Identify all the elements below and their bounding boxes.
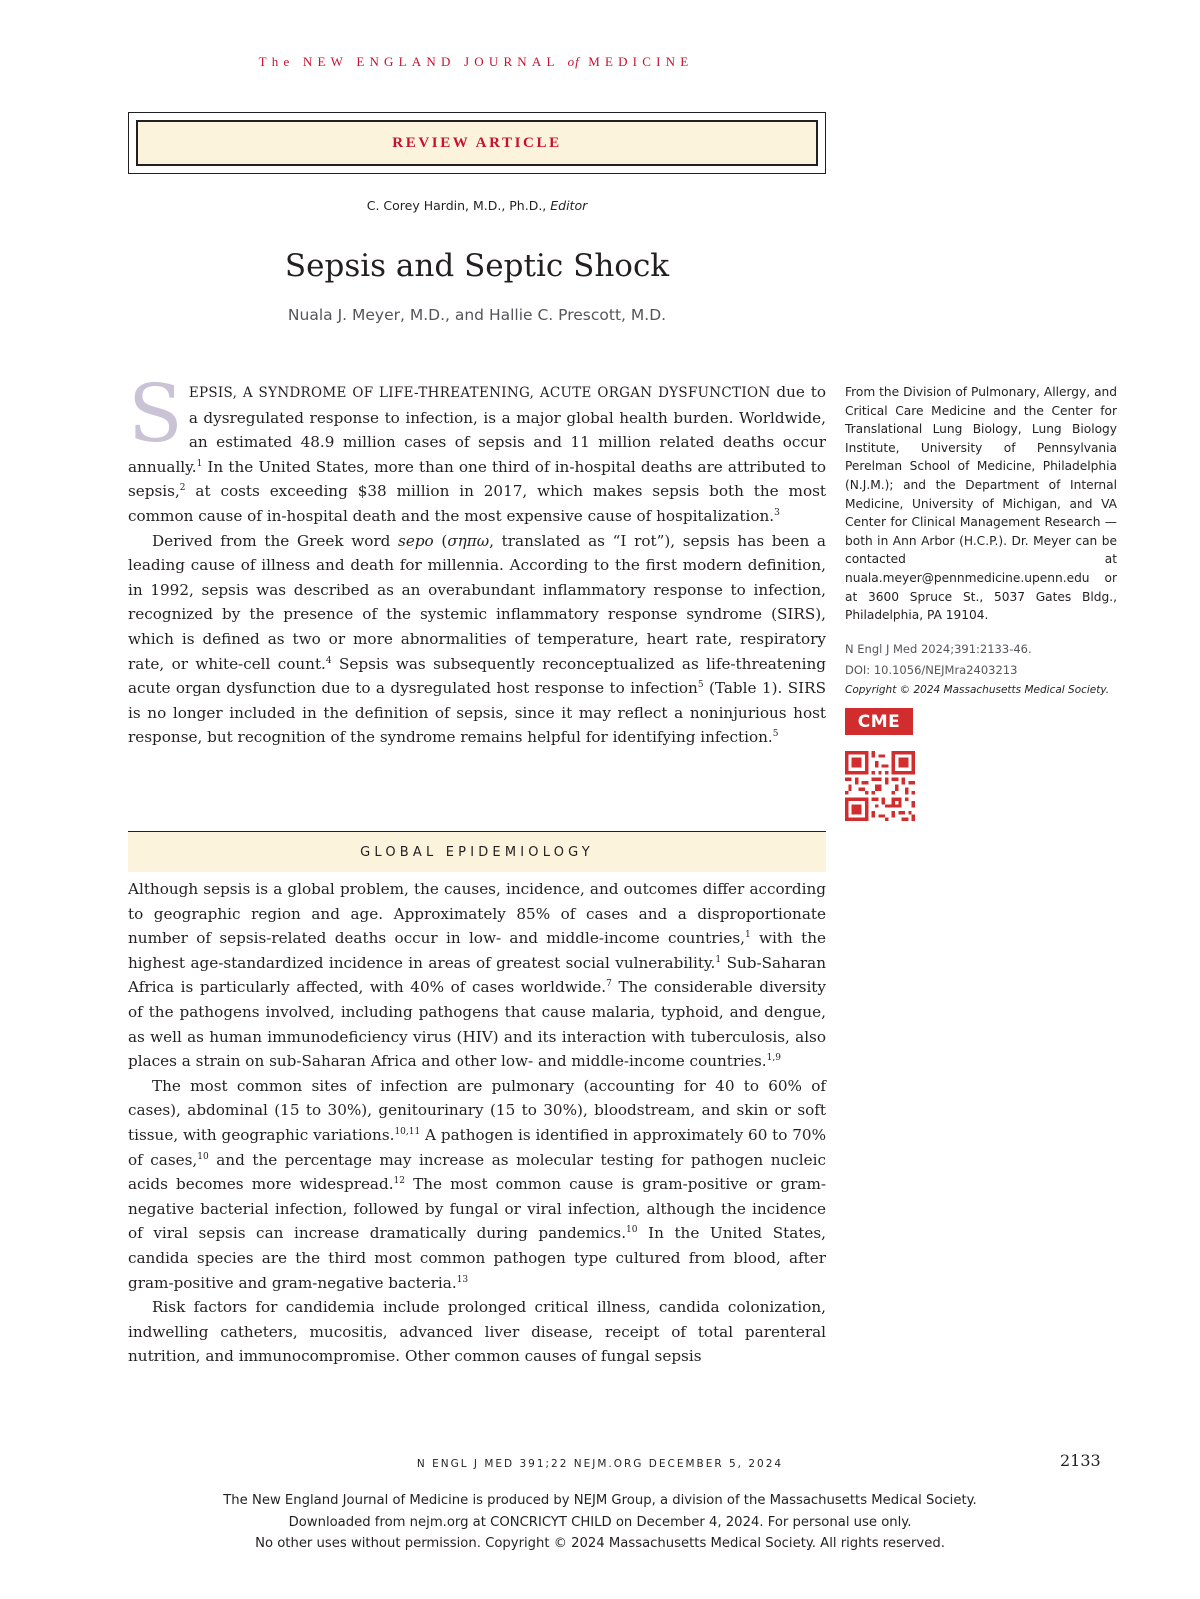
affiliation-text: From the Division of Pulmonary, Allergy, and Critical Care Medicine and the Center for Translational Lung Biology, Lung Biology Institute, University of Pennsylvania Perelman School of Medicine, Philadelphia (N.J.M.); and the Department of Internal Medicine, University of Michigan, and VA Center for Clinical Management Research — both in Ann Arbor (H.C.P.). Dr. Meyer can be contacted at nuala.meyer@pennmedicine.upenn.edu or at 3600 Spruce St., 5037 Gates Bldg., Philadelphia, PA 19104. bbox=[845, 385, 1117, 623]
greek-word-transliteration: sepo bbox=[398, 531, 434, 550]
reference-marker[interactable]: 2 bbox=[179, 483, 186, 494]
doi-link[interactable]: DOI: 10.1056/NEJMra2403213 bbox=[845, 662, 1018, 677]
reference-marker[interactable]: 10 bbox=[197, 1151, 209, 1162]
disclaimer-line-1: The New England Journal of Medicine is produced by NEJM Group, a division of the Massachusetts Medical Society. bbox=[223, 1493, 977, 1508]
editor-line bbox=[128, 198, 826, 213]
epi-paragraph-3: Risk factors for candidemia include prolonged critical illness, candida colonization, indwelling catheters, mucositis, advanced liver disease, receipt of total parenteral nutrition, and immunocompromise. Other common causes of fungal sepsis bbox=[128, 1298, 826, 1366]
reference-marker[interactable]: 5 bbox=[772, 729, 779, 740]
citation-text: N Engl J Med 2024;391:2133-46. bbox=[845, 642, 1032, 656]
reference-marker[interactable]: 4 bbox=[325, 655, 332, 666]
reference-marker[interactable]: 12 bbox=[393, 1176, 405, 1187]
article-type-banner bbox=[128, 112, 826, 174]
disclaimer-line-2: Downloaded from nejm.org at CONCRICYT CHILD on December 4, 2024. For personal use only. bbox=[288, 1514, 912, 1530]
epi-text: Sub-Saharan Africa is particularly affected, with 40% of cases worldwide. bbox=[128, 953, 826, 997]
article-type-banner-inner bbox=[136, 120, 818, 166]
epi-text: The most common cause is gram-positive or gram-negative bacterial infection, followed by fungal or viral infection, although the incidence of viral sepsis can increase dramatically during pandemics. bbox=[128, 1175, 826, 1243]
epi-text: The considerable diversity of the pathogens involved, including pathogens that cause malaria, typhoid, and dengue, as well as human immunodeficiency virus (HIV) and its interaction with tuberculosis, also places a strain on sub-Saharan Africa and other low- and middle-income countries. bbox=[128, 978, 826, 1071]
cme-badge[interactable]: CME bbox=[845, 708, 913, 735]
article-authors: Nuala J. Meyer, M.D., and Hallie C. Prescott, M.D. bbox=[287, 306, 667, 324]
epi-text: and the percentage may increase as molecular testing for pathogen nucleic acids becomes more widespread. bbox=[128, 1150, 826, 1194]
journal-header bbox=[0, 54, 952, 70]
article-type-label: REVIEW ARTICLE bbox=[392, 134, 562, 151]
reference-marker[interactable]: 1,9 bbox=[766, 1053, 781, 1064]
epi-text: In the United States, candida species are the third most common pathogen type cultured from blood, after gram-positive and gram-negative bacteria. bbox=[128, 1224, 826, 1292]
reference-marker[interactable]: 1 bbox=[196, 458, 203, 469]
citation-block bbox=[845, 639, 1135, 701]
intro-paragraph-2 bbox=[128, 529, 826, 750]
epi-text: Although sepsis is a global problem, the causes, incidence, and outcomes differ according to geographic region and age. Approximately 85% of cases and a disproportionate number of sepsis-related deaths occur in low- and middle-income countries, bbox=[128, 880, 826, 948]
epi-text: with the highest age-standardized incidence in areas of greatest social vulnerability. bbox=[128, 929, 826, 972]
journal-name-of: of bbox=[567, 54, 580, 69]
editor-role: Editor bbox=[550, 198, 588, 213]
download-disclaimer bbox=[0, 1490, 1200, 1555]
issue-footer: N ENGL J MED 391;22 NEJM.ORG DECEMBER 5, 2024 bbox=[416, 1458, 784, 1470]
journal-name-part2: MEDICINE bbox=[588, 54, 694, 69]
epi-paragraph-2 bbox=[128, 1074, 826, 1295]
article-title: Sepsis and Septic Shock bbox=[284, 248, 670, 284]
intro-text: In the United States, more than one third of in-hospital deaths are attributed to sepsis, bbox=[128, 457, 826, 501]
intro-text: at costs exceeding $38 million in 2017, which makes sepsis both the most common cause of in-hospital death and the most expensive cause of hospitalization. bbox=[128, 482, 826, 525]
greek-word: σηπω bbox=[447, 531, 490, 550]
author-affiliations bbox=[845, 383, 1117, 625]
journal-name-part1: The NEW ENGLAND JOURNAL bbox=[258, 54, 560, 69]
intro-text: Derived from the Greek word bbox=[152, 531, 399, 550]
intro-section bbox=[128, 367, 827, 750]
epi-text: A pathogen is identified in approximately 60 to 70% of cases, bbox=[128, 1125, 827, 1169]
epi-text: The most common sites of infection are pulmonary (accounting for 40 to 60% of cases), abdominal (15 to 30%), genitourinary (15 to 30%), bloodstream, and skin or soft tissue, with geographic variations. bbox=[128, 1076, 826, 1144]
intro-text: due to a dysregulated response to infection, is a major global health burden. Worldwide, an estimated 48.9 million cases of sepsis and 11 million related deaths occur annually. bbox=[128, 383, 827, 476]
intro-text: Sepsis was subsequently reconceptualized as life-threatening acute organ dysfunction due to a dysregulated host response to infection bbox=[128, 654, 826, 698]
reference-marker[interactable]: 7 bbox=[606, 979, 612, 990]
copyright-text: Copyright © 2024 Massachusetts Medical Society. bbox=[845, 684, 1110, 696]
intro-text: (Table 1). SIRS is no longer included in the definition of sepsis, since it may reflect a noninjurious host response, but recognition of the syndrome remains helpful for identifying infection. bbox=[128, 679, 827, 747]
section-heading: GLOBAL EPIDEMIOLOGY bbox=[128, 832, 826, 872]
qr-code-icon[interactable] bbox=[845, 751, 915, 821]
disclaimer-line-3: No other uses without permission. Copyright © 2024 Massachusetts Medical Society. All rights reserved. bbox=[255, 1536, 945, 1551]
reference-marker[interactable]: 1 bbox=[715, 954, 722, 965]
epidemiology-section bbox=[128, 877, 826, 1369]
epi-paragraph-1 bbox=[128, 877, 826, 1074]
reference-marker[interactable]: 5 bbox=[697, 680, 704, 691]
intro-text: ( bbox=[433, 531, 448, 550]
reference-marker[interactable]: 10,11 bbox=[394, 1126, 421, 1137]
intro-paragraph-1 bbox=[128, 367, 827, 529]
intro-text: , translated as “I rot”), sepsis has been a leading cause of illness and death for millennia. According to the first modern definition, in 1992, sepsis was described as an overabundant inflammatory response to infection, recognized by the presence of the systemic inflammatory response syndrome (SIRS), which is defined as two or more abnormalities of temperature, heart rate, respiratory rate, or white-cell count. bbox=[128, 531, 826, 673]
drop-cap: S bbox=[128, 367, 183, 460]
editor-name: C. Corey Hardin, M.D., Ph.D., bbox=[366, 198, 551, 213]
intro-lead-in: EPSIS, A SYNDROME OF LIFE-THREATENING, ACUTE ORGAN DYSFUNCTION bbox=[188, 385, 771, 401]
reference-marker[interactable]: 10 bbox=[626, 1225, 638, 1236]
reference-marker[interactable]: 13 bbox=[456, 1274, 469, 1285]
reference-marker[interactable]: 1 bbox=[745, 930, 751, 941]
reference-marker[interactable]: 3 bbox=[774, 507, 780, 518]
page-number: 2133 bbox=[1060, 1451, 1101, 1470]
